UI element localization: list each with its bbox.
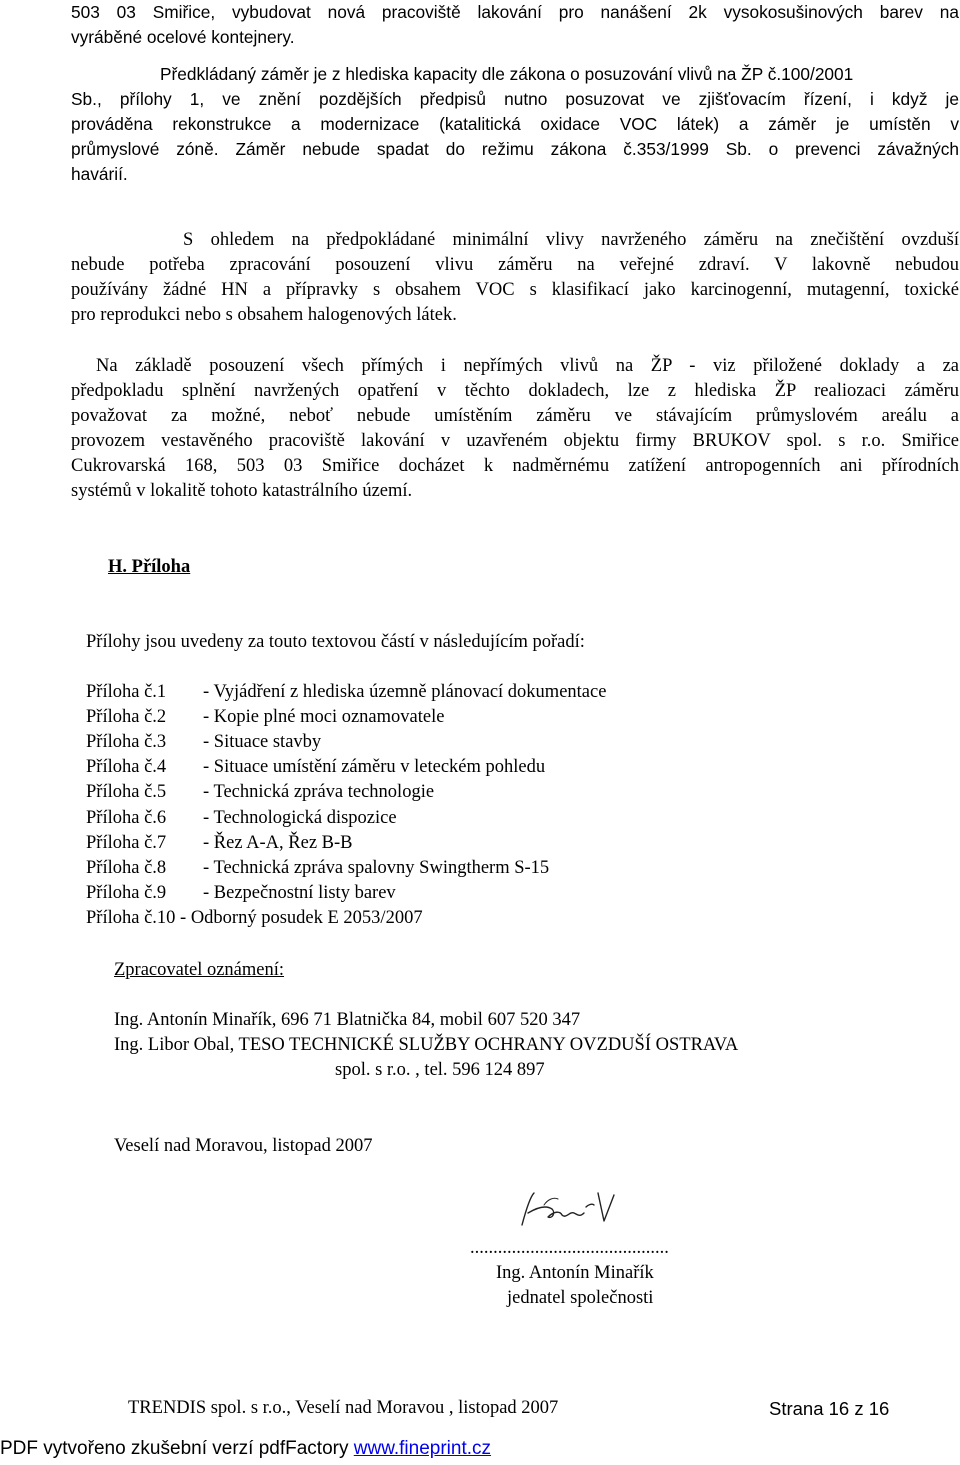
pdf-note-link[interactable]: www.fineprint.cz — [353, 1438, 492, 1459]
author-line-3: spol. s r.o. , tel. 596 124 897 — [335, 1060, 545, 1080]
para2-line-4: pro reprodukci nebo s obsahem halogenových látek. — [71, 305, 457, 325]
attachment-text: - Technická zpráva technologie — [203, 782, 435, 802]
attachment-text: - Situace stavby — [203, 732, 322, 752]
para1-line-1: Předkládaný záměr je z hlediska kapacity dle zákona o posuzování vlivů na ŽP č.100/2001 — [160, 64, 854, 84]
para3-line-5: Cukrovarská 168, 503 03 Smiřice docházet k nadměrnému zatížení antropogenních ani přírodních — [71, 456, 959, 476]
attachment-item — [86, 806, 397, 831]
attachment-label: Příloha č.8 — [86, 858, 167, 878]
para3-line-6: systémů v lokalitě tohoto katastrálního území. — [71, 481, 413, 501]
para3-line-1: Na základě posouzení všech přímých i nepřímých vlivů na ŽP - viz přiložené doklady a za — [96, 356, 959, 376]
attachment-label: Příloha č.9 — [86, 883, 167, 903]
author-heading: Zpracovatel oznámení: — [114, 960, 285, 980]
attachment-item — [86, 730, 321, 755]
signature-dots: ........................................... — [470, 1238, 669, 1258]
section-heading: H. Příloha — [108, 557, 191, 577]
signature-role: jednatel společnosti — [507, 1288, 654, 1308]
para1-line-4: průmyslové zóně. Záměr nebude spadat do režimu zákona č.353/1999 Sb. o prevenci závažných — [71, 139, 959, 159]
para3-line-4: provozem vestavěného pracoviště lakování v uzavřeném objektu firmy BRUKOV spol. s r.o. Smiřice — [71, 431, 959, 451]
attachment-text: - Bezpečnostní listy barev — [203, 883, 396, 903]
para1-line-5: havárií. — [71, 164, 128, 184]
attachment-text: - Situace umístění záměru v leteckém pohledu — [203, 757, 546, 777]
attachment-label: Příloha č.2 — [86, 707, 167, 727]
author-line-2: Ing. Libor Obal, TESO TECHNICKÉ SLUŽBY OCHRANY OVZDUŠÍ OSTRAVA — [114, 1035, 739, 1055]
section-intro: Přílohy jsou uvedeny za touto textovou částí v následujícím pořadí: — [86, 632, 585, 652]
attachment-text: - Vyjádření z hlediska územně plánovací dokumentace — [203, 682, 607, 702]
attachment-item — [86, 705, 444, 730]
para2-line-2: nebude potřeba zpracování posouzení vlivu záměru na veřejné zdraví. V lakovně nebudou — [71, 255, 959, 275]
attachment-label: Příloha č.5 — [86, 782, 167, 802]
signature-name: Ing. Antonín Minařík — [496, 1263, 654, 1283]
para2-line-1: S ohledem na předpokládané minimální vlivy navrženého záměru na znečištění ovzduší — [183, 230, 959, 250]
attachment-text: - Řez A-A, Řez B-B — [203, 833, 353, 853]
attachment-text: - Technologická dispozice — [203, 808, 397, 828]
attachment-label: Příloha č.4 — [86, 757, 167, 777]
attachment-item — [86, 680, 606, 705]
signature-image — [508, 1185, 628, 1235]
para1-line-3: prováděna rekonstrukce a modernizace (katalitická oxidace VOC látek) a záměr je umístěn v — [71, 114, 959, 134]
pdf-note-text: PDF vytvořeno zkušební verzí pdfFactory — [0, 1438, 354, 1459]
attachment-text: - Technická zpráva spalovny Swingtherm S-15 — [203, 858, 550, 878]
attachment-text: - Kopie plné moci oznamovatele — [203, 707, 445, 727]
attachment-label: Příloha č.7 — [86, 833, 167, 853]
attachment-item — [86, 856, 549, 881]
attachment-item — [86, 906, 423, 931]
author-line-1: Ing. Antonín Minařík, 696 71 Blatnička 84, mobil 607 520 347 — [114, 1010, 581, 1030]
attachment-label: Příloha č.3 — [86, 732, 167, 752]
attachment-label: Příloha č.1 — [86, 682, 167, 702]
intro-line-2: vyráběné ocelové kontejnery. — [71, 27, 295, 47]
pdf-note — [0, 1436, 491, 1462]
attachment-item — [86, 780, 434, 805]
attachment-label: Příloha č.10 — [86, 908, 176, 928]
intro-line-1: 503 03 Smiřice, vybudovat nová pracoviště lakování pro nanášení 2k vysokosušinových barev na — [71, 2, 959, 22]
attachment-label: Příloha č.6 — [86, 808, 167, 828]
attachment-text: - Odborný posudek E 2053/2007 — [175, 908, 423, 928]
attachment-item — [86, 881, 396, 906]
para3-line-3: považovat za možné, neboť nebude umístěním záměru ve stávajícím průmyslovém areálu a — [71, 406, 959, 426]
attachment-item — [86, 755, 545, 780]
footer-left: TRENDIS spol. s r.o., Veselí nad Moravou , listopad 2007 — [128, 1398, 559, 1418]
attachment-item — [86, 831, 353, 856]
para2-line-3: používány žádné HN a přípravky s obsahem VOC s klasifikací jako karcinogenní, mutagenní, toxické — [71, 280, 959, 300]
para1-line-2: Sb., přílohy 1, ve znění pozdějších předpisů nutno posuzovat ve zjišťovacím řízení, i když je — [71, 89, 959, 109]
page-number: Strana 16 z 16 — [769, 1398, 890, 1419]
para3-line-2: předpokladu splnění navržených opatření v těchto dokladech, lze z hlediska ŽP realiozaci záměru — [71, 381, 959, 401]
place-date: Veselí nad Moravou, listopad 2007 — [114, 1136, 373, 1156]
